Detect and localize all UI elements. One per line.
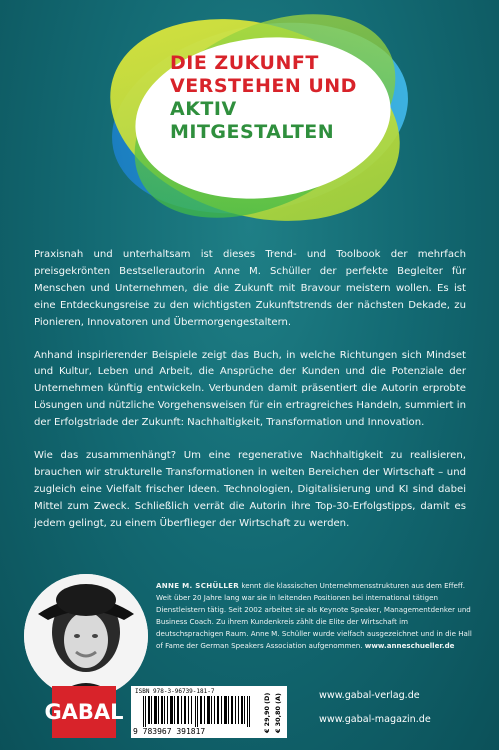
headline-line-4: MITGESTALTEN — [170, 121, 335, 143]
author-bio-text: kennt die klassischen Unternehmensstrukturen aus dem Effeff. Weit über 20 Jahre lang war sie in leitenden Positionen bei international tätigen Dienstleistern tätig. Seit 2002 arbeitet sie als Keynote Speaker, Managementdenker und Business Coach. Zu ihrem Kundenkreis zählt die Elite der Wirtschaft im deutschsprachigen Raum. Anne M. Schüller wurde vielfach ausgezeichnet und in die Hall of Fame der German Speakers Association aufgenommen. — [156, 581, 472, 651]
headline-line-3: AKTIV — [170, 98, 237, 120]
barcode-panel — [131, 686, 287, 738]
blurb-paragraph-2: Anhand inspirierender Beispiele zeigt das Buch, in welche Richtungen sich Mindset und Kultur, Leben und Arbeit, die Ansprüche der Kunden und die Potenziale der Unternehmen künftig entwickeln. Verbunden damit präsentiert die Autorin erprobte Lösungen und nützliche Vorgehensweisen für ein ertragreiches Handeln, summiert in der Erfolgstriade der Zukunft: Nachhaltigkeit, Transformation und Innovation. — [34, 349, 466, 429]
author-photo — [24, 574, 148, 698]
barcode-digits: 9 783967 391817 — [133, 727, 206, 736]
price-germany: € 29,90 (D) — [263, 692, 271, 734]
isbn-number: ISBN 978-3-96739-181-7 — [135, 688, 215, 695]
headline-line-2: VERSTEHEN UND — [170, 75, 357, 97]
publisher-magazine-link[interactable]: www.gabal-magazin.de — [319, 714, 431, 725]
author-bio — [156, 580, 476, 653]
author-name: ANNE M. SCHÜLLER — [156, 581, 240, 590]
publisher-logo — [44, 686, 124, 738]
author-website-link[interactable]: www.anneschueller.de — [364, 641, 455, 651]
headline — [170, 52, 410, 144]
author-portrait-icon — [24, 574, 148, 698]
blurb-paragraph-1: Praxisnah und unterhaltsam ist dieses Trend- und Toolbook der mehrfach preisgekrönten Bestsellerautorin Anne M. Schüller der perfekte Begleiter für Menschen und Unternehmen, die die Zukunft mit Bravour meistern wollen. Es ist eine Entdeckungsreise zu den wichtigsten Zukunftstrends der nächsten Dekade, zu Pionieren, Innovatoren und Übermorgengestaltern. — [34, 249, 466, 328]
publisher-website-link[interactable]: www.gabal-verlag.de — [319, 690, 420, 701]
headline-line-1: DIE ZUKUNFT — [170, 52, 319, 74]
blurb-text — [34, 247, 466, 549]
publisher-logo-text: GABAL — [44, 700, 124, 724]
barcode-icon — [143, 696, 253, 727]
price-austria: € 30,80 (A) — [274, 693, 282, 733]
blurb-paragraph-3: Wie das zusammenhängt? Um eine regenerative Nachhaltigkeit zu realisieren, brauchen wir strukturelle Transformationen in weiten Bereichen der Wirtschaft – und zugleich eine Vielfalt frischer Ideen. Technologien, Digitalisierung und KI sind dabei Mittel zum Zweck. Schließlich verrät die Autorin ihre Top-30-Erfolgstipps, damit es jedem gelingt, zu einem Überflieger der Wirtschaft zu werden. — [34, 450, 466, 529]
publisher-links — [319, 684, 489, 732]
